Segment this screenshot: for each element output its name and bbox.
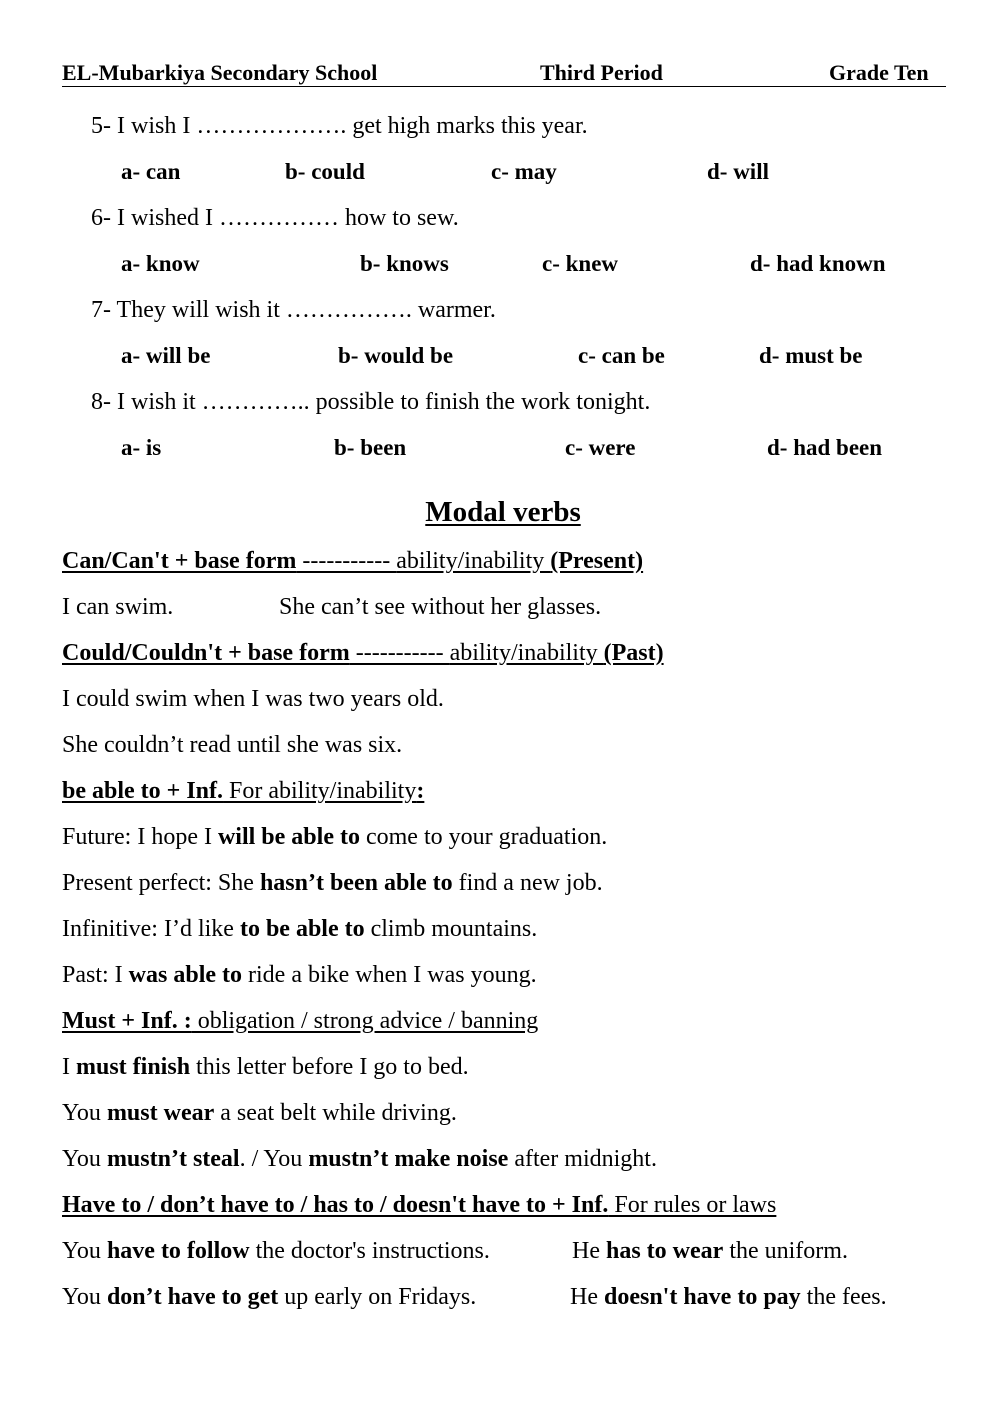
could-rule-dashes: -----------	[349, 640, 450, 666]
could-rule-tense: (Past)	[603, 640, 664, 666]
must-rule	[62, 1008, 538, 1035]
section-title: Modal verbs	[425, 496, 581, 528]
example-emphasis: was able to	[128, 962, 243, 988]
example-emphasis: don’t have to get	[106, 1284, 279, 1310]
question-8-option-d: d- had been	[767, 435, 883, 460]
question-5-option-a: a- can	[121, 159, 181, 184]
example-text: Infinitive: I’d like	[62, 916, 240, 942]
example-text: Past: I	[62, 962, 129, 988]
can-rule-form: Can/Can't + base form	[62, 548, 297, 574]
could-rule-form: Could/Couldn't + base form	[62, 640, 350, 666]
have-to-rule-meaning: For rules or laws	[608, 1192, 777, 1218]
question-6-option-a: a- know	[121, 251, 200, 276]
example-text: the fees.	[800, 1284, 887, 1310]
example-emphasis: will be able to	[217, 824, 360, 850]
must-example-2	[62, 1100, 457, 1127]
be-able-rule-colon: :	[416, 778, 425, 804]
example-text: after midnight.	[508, 1146, 657, 1172]
question-7-option-a: a- will be	[121, 343, 211, 368]
question-7-option-b: b- would be	[338, 343, 454, 368]
example-text: He	[570, 1284, 604, 1310]
example-emphasis: must wear	[106, 1100, 215, 1126]
question-8-stem: 8- I wish it ………….. possible to finish the work tonight.	[91, 389, 651, 415]
example-text: . / You	[239, 1146, 309, 1172]
have-to-example-2b	[570, 1284, 887, 1311]
must-example-3	[62, 1146, 657, 1173]
example-text: Future: I hope I	[62, 824, 218, 850]
can-rule-meaning: ability/inability	[396, 548, 551, 574]
question-5-option-d: d- will	[707, 159, 769, 184]
can-example-1: I can swim.	[62, 594, 174, 620]
question-7-stem: 7- They will wish it ……………. warmer.	[91, 297, 496, 323]
example-text: You	[62, 1238, 107, 1264]
example-emphasis: doesn't have to pay	[603, 1284, 801, 1310]
question-6-option-d: d- had known	[750, 251, 886, 276]
grade-label: Grade Ten	[829, 60, 929, 85]
question-7-option-d: d- must be	[759, 343, 863, 368]
question-5-stem: 5- I wish I ………………. get high marks this year.	[91, 113, 588, 139]
could-rule-meaning: ability/inability	[449, 640, 604, 666]
example-text: climb mountains.	[364, 916, 538, 942]
example-text: Present perfect: She	[62, 870, 260, 896]
could-rule	[62, 640, 664, 667]
period-label: Third Period	[540, 60, 663, 85]
be-able-example-future	[62, 824, 607, 851]
can-rule	[62, 548, 643, 575]
question-8-option-b: b- been	[334, 435, 407, 460]
example-emphasis: to be able to	[239, 916, 365, 942]
have-to-example-1b	[572, 1238, 848, 1265]
be-able-example-past	[62, 962, 537, 989]
could-example-1: I could swim when I was two years old.	[62, 686, 444, 712]
have-to-rule	[62, 1192, 776, 1219]
be-able-example-infinitive	[62, 916, 537, 943]
must-rule-form: Must + Inf. :	[62, 1008, 192, 1034]
example-text: He	[572, 1238, 606, 1264]
question-8-option-a: a- is	[121, 435, 162, 460]
example-emphasis: mustn’t make noise	[308, 1146, 509, 1172]
example-emphasis: must finish	[76, 1054, 191, 1080]
question-5-option-c: c- may	[491, 159, 557, 184]
be-able-rule	[62, 778, 424, 805]
example-text: ride a bike when I was young.	[242, 962, 537, 988]
example-text: come to your graduation.	[359, 824, 608, 850]
question-6-option-c: c- knew	[542, 251, 619, 276]
question-6-option-b: b- knows	[360, 251, 449, 276]
example-text: the uniform.	[723, 1238, 848, 1264]
be-able-example-present-perfect	[62, 870, 603, 897]
example-emphasis: has to wear	[605, 1238, 724, 1264]
have-to-example-1a	[62, 1238, 490, 1265]
example-emphasis: hasn’t been able to	[259, 870, 453, 896]
have-to-example-2a	[62, 1284, 476, 1311]
header-underline	[62, 86, 946, 87]
be-able-rule-meaning: For ability/inability	[223, 778, 417, 804]
example-text: find a new job.	[452, 870, 603, 896]
school-name: EL-Mubarkiya Secondary School	[62, 60, 378, 85]
example-text: this letter before I go to bed.	[190, 1054, 469, 1080]
question-7-option-c: c- can be	[578, 343, 665, 368]
example-text: up early on Fridays.	[278, 1284, 477, 1310]
example-emphasis: mustn’t steal	[106, 1146, 240, 1172]
have-to-rule-form: Have to / don’t have to / has to / doesn't have to + Inf.	[62, 1192, 609, 1218]
can-rule-dashes: -----------	[296, 548, 397, 574]
must-rule-meaning: obligation / strong advice / banning	[191, 1008, 539, 1034]
example-text: the doctor's instructions.	[249, 1238, 490, 1264]
question-6-stem: 6- I wished I …………… how to sew.	[91, 205, 459, 231]
example-text: You	[62, 1146, 107, 1172]
be-able-rule-form: be able to + Inf.	[62, 778, 224, 804]
example-text: I	[62, 1054, 76, 1080]
could-example-2: She couldn’t read until she was six.	[62, 732, 403, 758]
example-text: You	[62, 1100, 107, 1126]
question-5-option-b: b- could	[285, 159, 365, 184]
question-8-option-c: c- were	[565, 435, 636, 460]
can-example-2: She can’t see without her glasses.	[279, 594, 602, 620]
must-example-1	[62, 1054, 469, 1081]
can-rule-tense: (Present)	[550, 548, 644, 574]
example-text: You	[62, 1284, 107, 1310]
example-text: a seat belt while driving.	[214, 1100, 457, 1126]
example-emphasis: have to follow	[106, 1238, 250, 1264]
